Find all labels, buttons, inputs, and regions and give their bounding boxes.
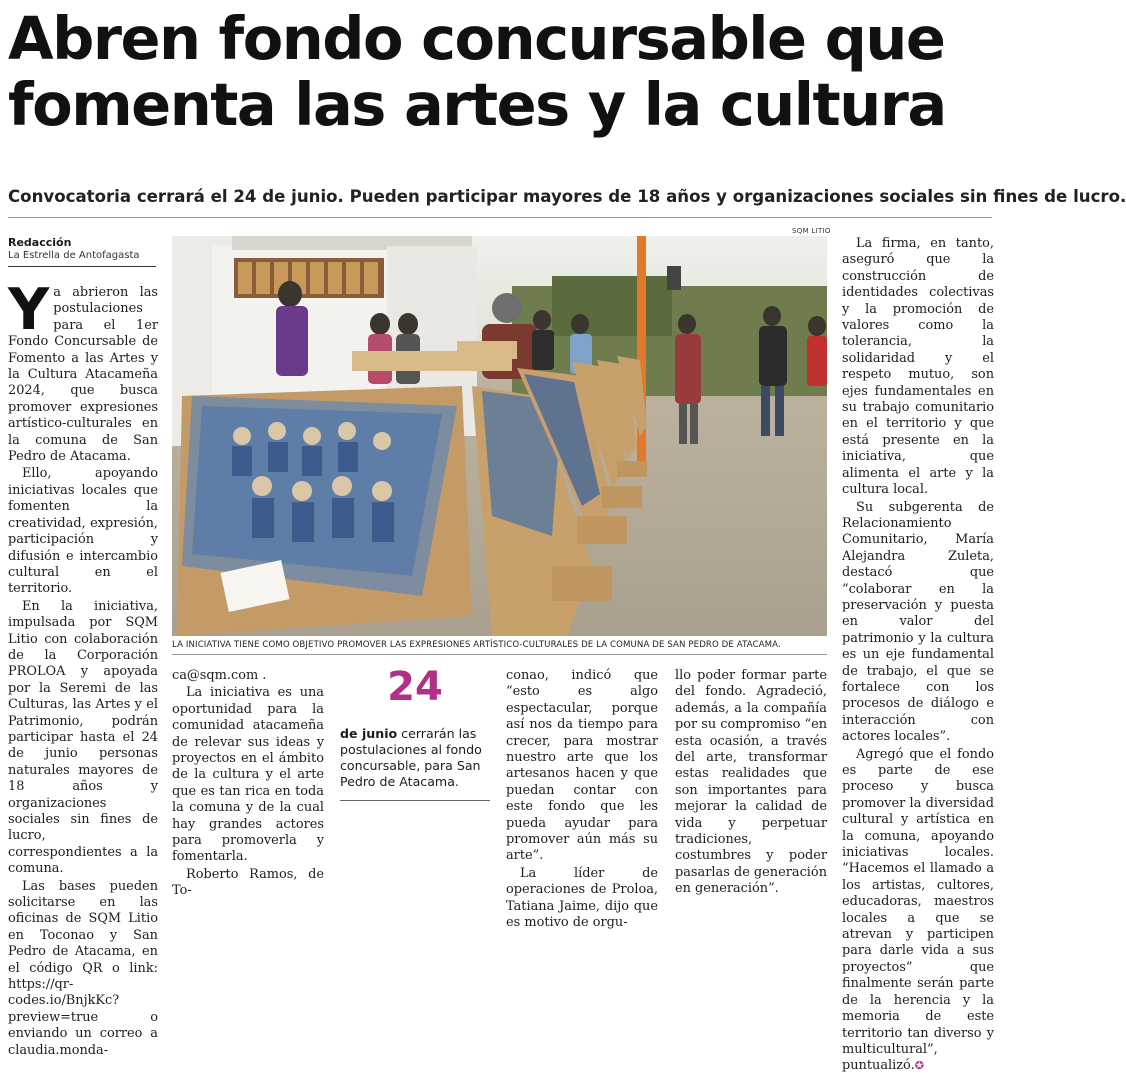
paragraph: Agregó que el fondo es parte de ese proceso y busca promover la diversidad cultural y artística en la comuna, apoyando iniciativas locales. “Hacemos el llamado a los artistas, cultores, educadoras, maestros locales a que se atrevan y participen para darle vida a sus proyectos” que finalmente serán parte de la herencia y la memoria de este territorio tan diverso y multicultural”, puntualizó.✪ xyxy=(842,746,994,1074)
article-photo xyxy=(172,236,827,636)
paragraph: ca@sqm.com . xyxy=(172,668,267,683)
article-column-2 xyxy=(172,668,324,899)
paragraph: Su subgerenta de Relacionamiento Comunitario, María Alejandra Zuleta, destacó que “colaborar en la preservación y puesta en valor del patrimonio y la cultura es un eje fundamental de trabajo, el que se fortalece con los procesos de diálogo e interacción con actores locales”. xyxy=(842,499,994,745)
top-divider xyxy=(8,217,992,218)
article-column-1 xyxy=(8,277,158,1058)
article-column-3 xyxy=(506,668,658,931)
paragraph: La líder de operaciones de Proloa, Tatiana Jaime, dijo que es motivo de orgu- xyxy=(506,865,658,931)
paragraph: Ello, apoyando iniciativas locales que fomenten la creatividad, expresión, participación y difusión e intercambio cultural en el territorio. xyxy=(8,466,158,597)
highlight-number: 24 xyxy=(387,664,443,710)
paragraph: En la iniciativa, impulsada por SQM Litio con colaboración de la Corporación PROLOA y apoyada por la Seremi de las Culturas, las Artes y el Patrimonio, podrán participar hasta el 24 de junio personas naturales mayores de 18 años y organizaciones sociales sin fines de lucro, correspondientes a la comuna. xyxy=(8,598,158,877)
byline-outlet: La Estrella de Antofagasta xyxy=(8,250,140,261)
paragraph: conao, indicó que “esto es algo espectacular, porque así nos da tiempo para crecer, para mostrar nuestro arte que los artesanos hacen y que puedan contar con este fondo que les pueda ayudar para promover aún más su arte”. xyxy=(506,668,658,864)
paragraph: La firma, en tanto, aseguró que la construcción de identidades colectivas y la promoción de valores como la tolerancia, la solidaridad y el respeto mutuo, son ejes fundamentales en su trabajo comunitario en el territorio y que está presente en la iniciativa, que alimenta el arte y la cultura local. xyxy=(842,236,994,498)
highlight-divider xyxy=(340,800,490,801)
byline-divider xyxy=(8,266,156,267)
byline-author: Redacción xyxy=(8,236,72,249)
paragraph: La iniciativa es una oportunidad para la comunidad atacameña de relevar sus ideas y proyectos en el ámbito de la cultura y el arte que es tan rica en toda la comuna y de la cual hay grandes actores para promoverla y fomentarla. xyxy=(172,685,324,865)
highlight-lead: de junio xyxy=(340,726,398,741)
photo-caption: LA INICIATIVA TIENE COMO OBJETIVO PROMOVER LAS EXPRESIONES ARTÍSTICO-CULTURALES DE LA COMUNA DE SAN PEDRO DE ATACAMA. xyxy=(172,640,781,650)
dropcap: Y xyxy=(8,277,50,343)
photo-credit: SQM LITIO xyxy=(792,227,831,235)
paragraph: Las bases pueden solicitarse en las oficinas de SQM Litio en Toconao y San Pedro de Atacama, en el código QR o link: https://qr-codes.io/BnjkKc?preview=true o enviando un correo a claudia.monda- xyxy=(8,878,158,1058)
article-column-4 xyxy=(675,668,828,897)
headline: Abren fondo concursable que fomenta las artes y la cultura xyxy=(8,4,946,139)
end-of-article-icon: ✪ xyxy=(914,1059,924,1073)
caption-divider xyxy=(172,654,827,655)
byline xyxy=(8,236,158,262)
highlight-body: cerrarán las postulaciones al fondo concursable, para San Pedro de Atacama. xyxy=(340,726,482,789)
paragraph: Roberto Ramos, de To- xyxy=(172,866,324,899)
paragraph: llo poder formar parte del fondo. Agradeció, además, a la compañía por su compromiso “en esta ocasión, a través del arte, transformar estas realidades que son importantes para mejorar la calidad de vida y perpetuar tradiciones, costumbres y poder pasarlas de generación en generación”. xyxy=(675,668,828,897)
subhead: Convocatoria cerrará el 24 de junio. Pueden participar mayores de 18 años y organizaciones sociales sin fines de lucro. xyxy=(8,187,1126,206)
paragraph: Ya abrieron las postulaciones para el 1er Fondo Concursable de Fomento a las Artes y la Cultura Atacameña 2024, que busca promover expresiones artístico-culturales en la comuna de San Pedro de Atacama. xyxy=(8,277,158,465)
highlight-text xyxy=(340,726,490,790)
article-column-5 xyxy=(842,236,994,1074)
